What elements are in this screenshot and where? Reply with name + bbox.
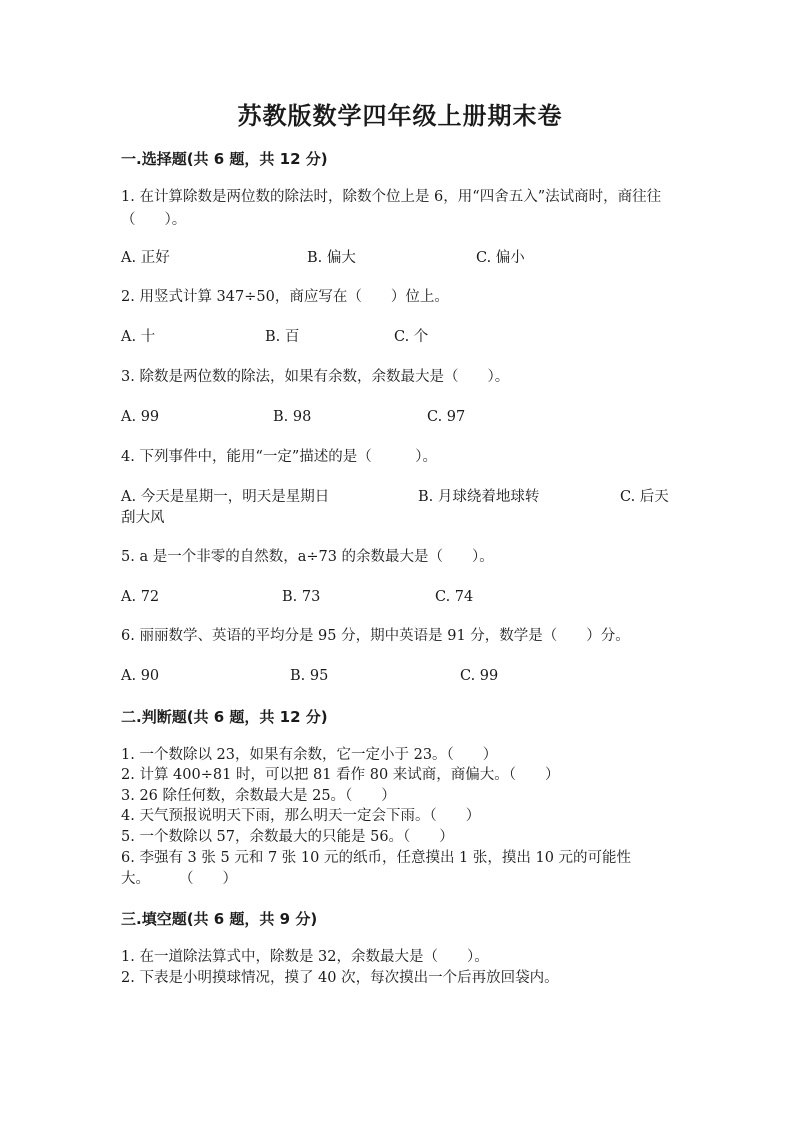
judgement-item-2: 2. 计算 400÷81 时，可以把 81 看作 80 来试商，商偏大。（ ） [121,767,560,783]
question-4: 4. 下列事件中，能用“一定”描述的是（ ）。 [121,449,438,465]
question-4-option-a: A. 今天是星期一，明天是星期日 [121,489,330,505]
question-3-option-c: C. 97 [427,409,466,425]
question-3: 3. 除数是两位数的除法，如果有余数，余数最大是（ ）。 [121,369,510,385]
question-1-option-a: A. 正好 [121,250,170,266]
question-6-option-c: C. 99 [460,668,499,684]
judgement-item-6: 6. 李强有 3 张 5 元和 7 张 10 元的纸币，任意摸出 1 张，摸出 10 元的可能性 [121,850,632,866]
question-5-option-b: B. 73 [282,589,321,605]
question-6: 6. 丽丽数学、英语的平均分是 95 分，期中英语是 91 分，数学是（ ）分。 [121,628,630,644]
question-4-option-b: B. 月球绕着地球转 [418,489,540,505]
question-2-option-a: A. 十 [121,329,156,345]
fill-blank-item-1: 1. 在一道除法算式中，除数是 32，余数最大是（ ）。 [121,949,489,965]
judgement-item-6-continuation: 大。 （ ） [121,871,237,887]
fill-blank-item-2: 2. 下表是小明摸球情况，摸了 40 次，每次摸出一个后再放回袋内。 [121,970,559,986]
section-heading-fill-blank: 三.填空题(共 6 题，共 9 分) [121,910,318,928]
question-1: 1. 在计算除数是两位数的除法时，除数个位上是 6，用“四舍五入”法试商时，商往往（ ）。 [121,189,662,228]
judgement-item-1: 1. 一个数除以 23，如果有余数，它一定小于 23。（ ） [121,747,498,763]
question-2-option-c: C. 个 [394,329,429,345]
question-6-option-a: A. 90 [121,668,160,684]
section-heading-true-false: 二.判断题(共 6 题，共 12 分) [121,708,328,726]
judgement-item-5: 5. 一个数除以 57，余数最大的只能是 56。（ ） [121,829,454,845]
question-2-option-b: B. 百 [265,329,300,345]
section-heading-choice: 一.选择题(共 6 题，共 12 分) [121,150,328,168]
question-3-option-b: B. 98 [273,409,312,425]
judgement-item-4: 4. 天气预报说明天下雨，那么明天一定会下雨。（ ） [121,808,481,824]
question-5-option-a: A. 72 [121,589,160,605]
question-1-option-c: C. 偏小 [476,250,525,266]
question-3-option-a: A. 99 [121,409,160,425]
question-6-option-b: B. 95 [290,668,329,684]
page-title: 苏教版数学四年级上册期末卷 [237,101,563,130]
question-5-option-c: C. 74 [435,589,474,605]
question-1-option-b: B. 偏大 [307,250,356,266]
question-2: 2. 用竖式计算 347÷50，商应写在（ ）位上。 [121,289,449,305]
judgement-item-3: 3. 26 除任何数，余数最大是 25。（ ） [121,788,396,804]
question-4-option-c: C. 后天 [620,489,669,505]
question-5: 5. a 是一个非零的自然数，a÷73 的余数最大是（ ）。 [121,549,494,565]
question-4-option-c-continuation: 刮大风 [121,510,165,526]
